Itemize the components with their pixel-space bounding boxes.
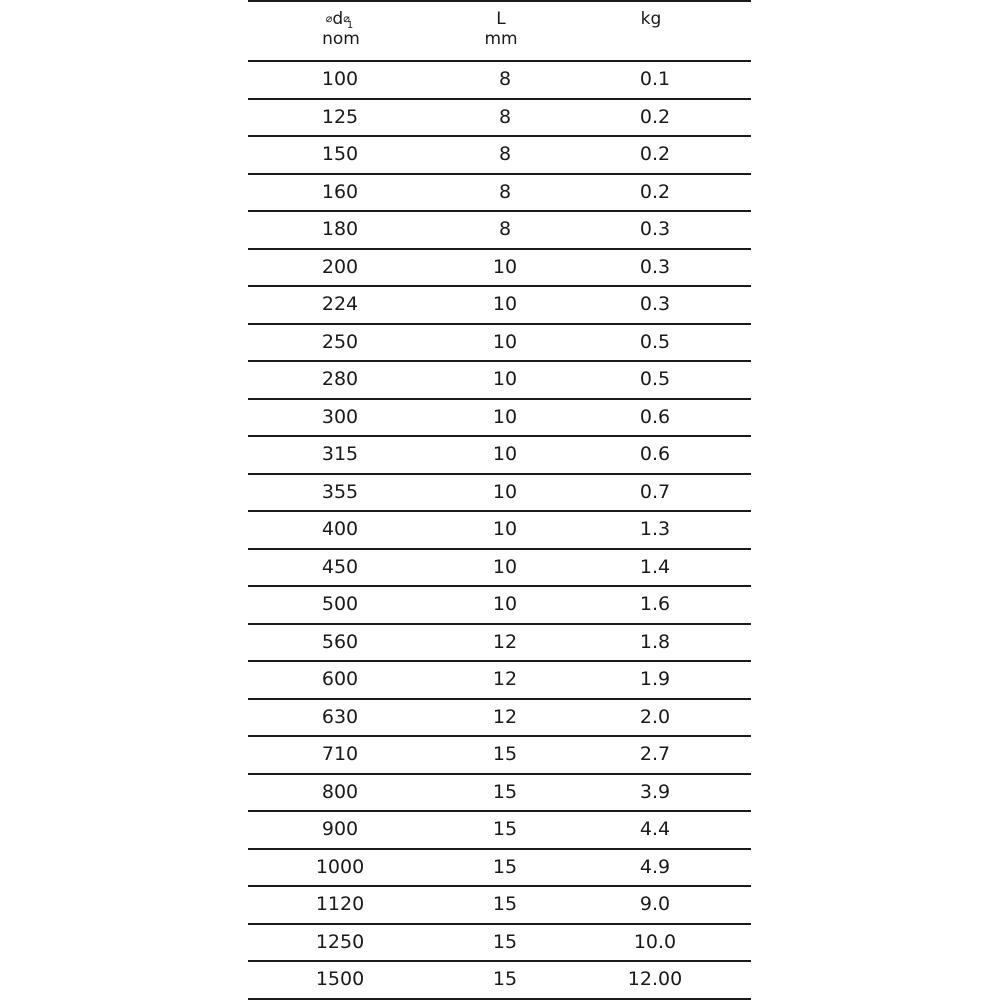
table-row xyxy=(248,287,751,325)
cell-diameter: 600 xyxy=(321,668,359,690)
cell-length: 15 xyxy=(492,930,518,953)
diameter-letter: d xyxy=(332,9,344,29)
cell-weight: 0.6 xyxy=(639,443,671,465)
cell-length: 8 xyxy=(498,218,512,240)
cell-diameter: 200 xyxy=(321,255,359,278)
table-row xyxy=(248,62,751,100)
cell-weight: 2.0 xyxy=(639,705,671,728)
table-row xyxy=(248,925,751,963)
table-row xyxy=(248,550,751,588)
cell-weight: 0.6 xyxy=(639,405,671,428)
cell-length: 15 xyxy=(492,743,518,765)
cell-weight: 12.00 xyxy=(627,968,683,990)
cell-length: 15 xyxy=(492,893,518,915)
cell-diameter: 100 xyxy=(321,68,359,90)
cell-weight: 1.3 xyxy=(639,518,671,540)
table-row xyxy=(248,587,751,625)
cell-length: 15 xyxy=(492,780,518,803)
table-row xyxy=(248,850,751,888)
cell-weight: 2.7 xyxy=(639,743,671,765)
cell-diameter: 224 xyxy=(321,293,359,315)
cell-length: 8 xyxy=(498,68,512,90)
header-length xyxy=(468,8,534,50)
table-body xyxy=(248,62,751,1000)
cell-length: 15 xyxy=(492,855,518,878)
table-row xyxy=(248,962,751,1000)
cell-weight: 1.6 xyxy=(639,593,671,615)
cell-weight: 0.3 xyxy=(639,218,671,240)
cell-diameter: 1120 xyxy=(315,893,365,915)
cell-length: 15 xyxy=(492,968,518,990)
cell-diameter: 160 xyxy=(321,180,359,203)
cell-length: 10 xyxy=(492,480,518,503)
table-row xyxy=(248,437,751,475)
cell-weight: 1.9 xyxy=(639,668,671,690)
cell-length: 12 xyxy=(492,630,518,653)
table-row xyxy=(248,512,751,550)
cell-diameter: 280 xyxy=(321,368,359,390)
cell-length: 15 xyxy=(492,818,518,840)
header-diameter xyxy=(308,8,374,50)
table-row xyxy=(248,250,751,288)
table-row xyxy=(248,137,751,175)
cell-diameter: 500 xyxy=(321,593,359,615)
cell-length: 10 xyxy=(492,555,518,578)
cell-diameter: 710 xyxy=(321,743,359,765)
table-header xyxy=(248,2,751,62)
dimensions-table xyxy=(248,0,751,1000)
cell-length: 8 xyxy=(498,105,512,128)
cell-diameter: 150 xyxy=(321,143,359,165)
table-row xyxy=(248,400,751,438)
cell-weight: 4.4 xyxy=(639,818,671,840)
cell-length: 8 xyxy=(498,143,512,165)
cell-weight: 1.8 xyxy=(639,630,671,653)
cell-diameter: 1000 xyxy=(315,855,365,878)
cell-diameter: 250 xyxy=(321,330,359,353)
table-row xyxy=(248,662,751,700)
cell-length: 10 xyxy=(492,405,518,428)
cell-diameter: 630 xyxy=(321,705,359,728)
cell-length: 12 xyxy=(492,705,518,728)
cell-diameter: 125 xyxy=(321,105,359,128)
cell-diameter: 450 xyxy=(321,555,359,578)
cell-weight: 0.5 xyxy=(639,368,671,390)
cell-diameter: 1500 xyxy=(315,968,365,990)
cell-length: 10 xyxy=(492,330,518,353)
table-row xyxy=(248,212,751,250)
cell-diameter: 180 xyxy=(321,218,359,240)
cell-weight: 0.5 xyxy=(639,330,671,353)
cell-weight: 0.3 xyxy=(639,255,671,278)
cell-length: 10 xyxy=(492,255,518,278)
cell-length: 12 xyxy=(492,668,518,690)
cell-diameter: 315 xyxy=(321,443,359,465)
cell-diameter: 355 xyxy=(321,480,359,503)
weight-label: kg xyxy=(640,9,662,29)
cell-weight: 9.0 xyxy=(639,893,671,915)
cell-length: 10 xyxy=(492,593,518,615)
diameter-symbol-right: ⌀ xyxy=(343,12,350,25)
cell-weight: 0.2 xyxy=(639,143,671,165)
cell-length: 10 xyxy=(492,518,518,540)
cell-diameter: 1250 xyxy=(315,930,365,953)
cell-weight: 0.2 xyxy=(639,180,671,203)
cell-weight: 0.1 xyxy=(639,68,671,90)
length-label: L xyxy=(496,9,506,29)
cell-weight: 0.7 xyxy=(639,480,671,503)
cell-diameter: 900 xyxy=(321,818,359,840)
cell-length: 10 xyxy=(492,293,518,315)
cell-weight: 10.0 xyxy=(633,930,677,953)
cell-weight: 0.3 xyxy=(639,293,671,315)
table-row xyxy=(248,737,751,775)
cell-weight: 0.2 xyxy=(639,105,671,128)
table-row xyxy=(248,700,751,738)
table-row xyxy=(248,775,751,813)
table-row xyxy=(248,475,751,513)
cell-diameter: 300 xyxy=(321,405,359,428)
table-row xyxy=(248,175,751,213)
diameter-subscript: 1 xyxy=(346,20,354,31)
diameter-symbol-left: ⌀ xyxy=(325,12,333,25)
table-row xyxy=(248,887,751,925)
cell-diameter: 400 xyxy=(321,518,359,540)
header-weight xyxy=(618,8,684,30)
length-unit: mm xyxy=(484,29,518,49)
table-row xyxy=(248,100,751,138)
cell-length: 10 xyxy=(492,368,518,390)
cell-diameter: 800 xyxy=(321,780,359,803)
cell-diameter: 560 xyxy=(321,630,359,653)
table-row xyxy=(248,325,751,363)
cell-weight: 3.9 xyxy=(639,780,671,803)
cell-weight: 1.4 xyxy=(639,555,671,578)
cell-weight: 4.9 xyxy=(639,855,671,878)
table-row xyxy=(248,362,751,400)
table-row xyxy=(248,812,751,850)
cell-length: 8 xyxy=(498,180,512,203)
table-row xyxy=(248,625,751,663)
diameter-unit: nom xyxy=(322,29,360,49)
cell-length: 10 xyxy=(492,443,518,465)
